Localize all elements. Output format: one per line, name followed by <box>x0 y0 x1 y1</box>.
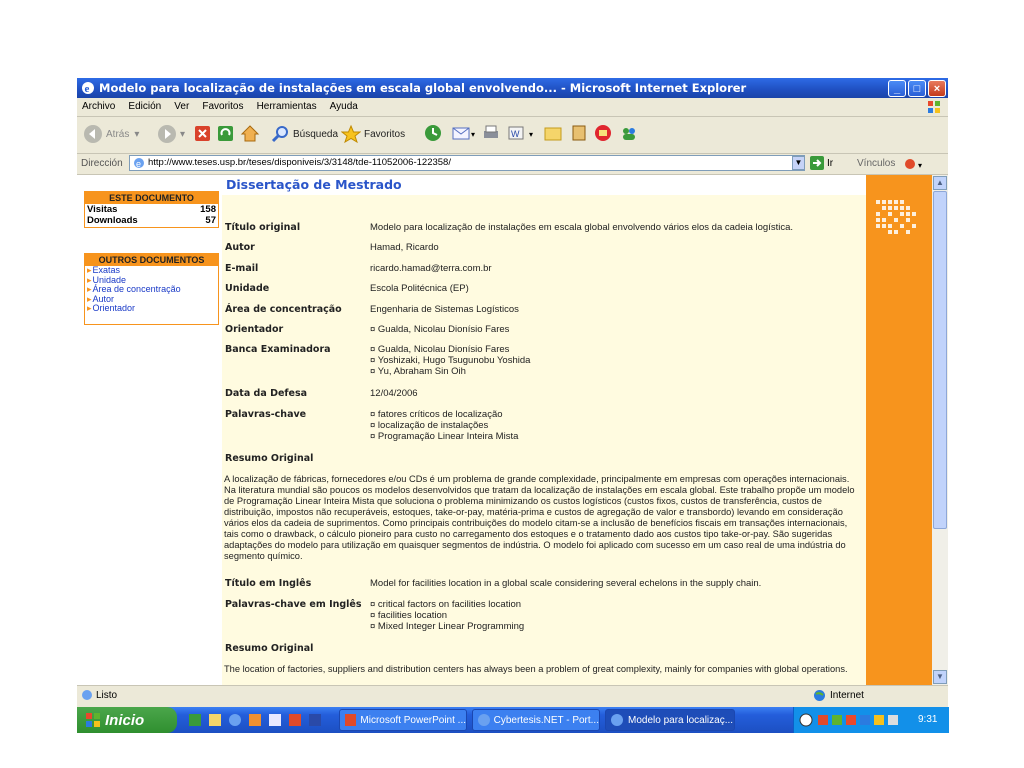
visitas-row <box>85 204 218 215</box>
address-input[interactable] <box>129 155 805 171</box>
resumo-line-4: distribuição, impostos não recuperáveis, estoques, take-or-pay, matéria-prima e custos de agregação de valor e transbordo) levando em consideração <box>224 507 843 517</box>
sidebar-link-autor[interactable]: ▸ Autor <box>85 295 218 305</box>
resumo-line-7: adaptações do modelo para utilização em quaisquer segmentos de indústria. O modelo foi aplicado com sucesso em um caso real de uma indústria do <box>224 540 846 550</box>
svg-text:e: e <box>136 159 142 169</box>
resumo-line-1: A localização de fábricas, fornecedores e/ou CDs é um problema de grande complexidade, principalmente em empresas com operações internacionais. <box>224 474 850 484</box>
address-dropdown-icon[interactable]: ▼ <box>792 156 805 170</box>
favorites-label: Favoritos <box>364 128 406 140</box>
titulo-ingles-value: Model for facilities location in a global scale considering several echelons in the supply chain. <box>370 578 762 589</box>
print-icon[interactable] <box>481 123 501 145</box>
messenger-alert-icon[interactable] <box>593 123 613 145</box>
task-modelo[interactable] <box>605 709 735 731</box>
sidebar-link-exatas[interactable]: ▸ Exatas <box>85 266 218 276</box>
address-label: Dirección <box>81 158 123 169</box>
svg-text:▾: ▾ <box>471 130 476 139</box>
powerpoint-icon <box>344 713 356 727</box>
svg-text:e: e <box>84 83 90 95</box>
ie-task-icon <box>477 713 490 727</box>
scroll-thumb[interactable] <box>933 191 947 529</box>
field-label-palavras: Palavras-chave <box>225 409 307 420</box>
window-title: Modelo para localização de instalações em escala global envolvendo... - Microsoft Internet Explorer <box>99 81 747 95</box>
sidebar-link-unidade[interactable]: ▸ Unidade <box>85 276 218 286</box>
maximize-button[interactable]: □ <box>908 80 926 97</box>
field-label-titulo: Título original <box>225 222 301 233</box>
menu-favoritos[interactable]: Favoritos <box>202 101 244 112</box>
browser-window <box>77 78 948 733</box>
tray-icons[interactable] <box>798 712 908 728</box>
research-icon[interactable] <box>569 123 589 145</box>
resumo2-label: Resumo Original <box>225 643 314 654</box>
resumo-label: Resumo Original <box>225 453 314 464</box>
favorites-star-icon <box>341 124 361 144</box>
field-value-palavras-2: ¤ localização de instalações <box>370 420 489 431</box>
resumo-line-6: tais como o drawback, o cálculo pioneiro para custo no carregamento dos estoques e o tratamento dado aos custos tipo take-or-pay. São sugeridas <box>224 529 833 539</box>
palavras-ingles-1: ¤ critical factors on facilities location <box>370 599 522 610</box>
field-value-palavras-3: ¤ Programação Linear Inteira Mista <box>370 431 519 442</box>
messenger-icon[interactable] <box>619 123 639 145</box>
home-icon[interactable] <box>240 123 260 145</box>
page-icon <box>133 157 145 169</box>
history-icon[interactable] <box>423 123 443 145</box>
palavras-ingles-3: ¤ Mixed Integer Linear Programming <box>370 621 525 632</box>
system-tray <box>793 707 949 733</box>
scroll-down-icon[interactable]: ▼ <box>933 670 947 684</box>
field-label-data: Data da Defesa <box>225 388 308 399</box>
downloads-row <box>85 215 218 226</box>
close-button[interactable]: × <box>928 80 946 97</box>
toolbar <box>77 117 948 154</box>
mail-icon[interactable] <box>451 123 477 145</box>
field-label-area: Área de concentração <box>225 304 342 315</box>
back-arrow-icon <box>83 124 103 144</box>
field-value-banca-1: ¤ Gualda, Nicolau Dionísio Fares <box>370 344 510 355</box>
taskbar <box>77 707 948 733</box>
address-url: http://www.teses.usp.br/teses/disponiveis/3/3148/tde-11052006-122358/ <box>148 157 451 168</box>
back-button[interactable]: Atrás ▾ <box>83 123 139 145</box>
este-documento-box <box>84 191 219 228</box>
go-label: Ir <box>827 157 834 169</box>
resumo-line-5: vários elos da cadeia de suprimentos. Como principais contribuições do modelo citam-se a inclusão de benefícios fiscais em transações internacionais, <box>224 518 848 528</box>
field-value-banca-2: ¤ Yoshizaki, Hugo Tsugunobu Yoshida <box>370 355 531 366</box>
page-content <box>77 175 932 685</box>
downloads-count: 57 <box>205 215 216 226</box>
field-label-unidade: Unidade <box>225 283 270 294</box>
field-value-titulo: Modelo para localização de instalações em escala global envolvendo vários elos da cadeia logística. <box>370 222 794 233</box>
task-modelo-label: Modelo para localizaç... <box>628 714 734 726</box>
menu-ver[interactable]: Ver <box>174 101 190 112</box>
resumo-line-8: segmento químico. <box>224 551 303 561</box>
outros-documentos-title: OUTROS DOCUMENTOS <box>85 254 218 266</box>
task-cybertesis-label: Cybertesis.NET - Port... <box>493 714 599 726</box>
field-label-autor: Autor <box>225 242 255 253</box>
svg-text:▾: ▾ <box>529 130 534 139</box>
zone-label: Internet <box>830 690 864 701</box>
scroll-up-icon[interactable]: ▲ <box>933 176 947 190</box>
search-button[interactable] <box>270 123 338 145</box>
field-value-palavras-1: ¤ fatores críticos de localização <box>370 409 503 420</box>
go-arrow-icon <box>810 156 824 170</box>
stop-icon[interactable] <box>194 123 212 145</box>
menu-bar <box>77 98 948 117</box>
refresh-icon[interactable] <box>217 123 235 145</box>
sidebar-link-area[interactable]: ▸ Área de concentração <box>85 285 218 295</box>
folder-icon[interactable] <box>543 123 563 145</box>
menu-archivo[interactable]: Archivo <box>82 101 116 112</box>
resumo2-line-1: The location of factories, suppliers and distribution centers has always been a problem of great complexity, mainly for companies with global operations. <box>224 664 848 674</box>
task-powerpoint[interactable] <box>339 709 467 731</box>
internet-zone-icon <box>813 689 826 702</box>
palavras-ingles-label: Palavras-chave em Inglês <box>225 599 362 610</box>
resumo-line-3: de Programação Linear Inteira Mista que soluciona o problema minimizando os custos logísticos (custos fixos, custos de transferência, custos de <box>224 496 822 506</box>
status-text: Listo <box>96 690 118 701</box>
title-bar[interactable] <box>77 78 948 98</box>
palavras-ingles-2: ¤ facilities location <box>370 610 448 621</box>
search-label: Búsqueda <box>293 128 339 140</box>
page-status-icon <box>81 689 93 701</box>
outros-documentos-box <box>84 253 219 325</box>
favorites-button[interactable] <box>341 123 405 145</box>
orange-side-bar <box>866 175 932 685</box>
menu-ayuda[interactable]: Ayuda <box>329 101 358 112</box>
visitas-label: Visitas <box>87 204 118 215</box>
field-label-orientador: Orientador <box>225 324 284 335</box>
downloads-label: Downloads <box>87 215 138 226</box>
minimize-button[interactable]: _ <box>888 80 906 97</box>
address-bar <box>77 154 948 175</box>
field-value-orientador: ¤ Gualda, Nicolau Dionísio Fares <box>370 324 510 335</box>
field-value-autor: Hamad, Ricardo <box>370 242 439 253</box>
task-cybertesis[interactable] <box>472 709 600 731</box>
links-extra-icon[interactable] <box>903 157 927 171</box>
field-label-email: E-mail <box>225 263 259 274</box>
status-bar <box>77 685 948 706</box>
task-powerpoint-label: Microsoft PowerPoint ... <box>360 714 466 726</box>
go-button[interactable] <box>810 156 833 170</box>
svg-text:▾: ▾ <box>918 161 923 170</box>
quick-launch-icons[interactable] <box>187 712 337 728</box>
ie-task-icon-active <box>610 713 624 727</box>
field-value-email[interactable]: ricardo.hamad@terra.com.br <box>370 263 492 274</box>
start-button[interactable] <box>77 707 177 733</box>
edit-icon[interactable] <box>507 123 537 145</box>
forward-button[interactable]: ▾ <box>157 123 185 145</box>
menu-edicion[interactable]: Edición <box>128 101 162 112</box>
field-value-unidade: Escola Politécnica (EP) <box>370 283 469 294</box>
page-title: Dissertação de Mestrado <box>226 177 402 192</box>
resumo-line-2: Na literatura mundial são poucos os modelos desenvolvidos que tratam da localização de instalações em escala global. Este trabalho propõe um modelo <box>224 485 855 495</box>
visitas-count: 158 <box>200 204 216 215</box>
menu-herramientas[interactable]: Herramientas <box>256 101 317 112</box>
ie-icon <box>81 81 95 95</box>
este-documento-title: ESTE DOCUMENTO <box>85 192 218 204</box>
field-value-data: 12/04/2006 <box>370 388 418 399</box>
search-icon <box>270 124 290 144</box>
windows-flag-icon <box>85 712 101 728</box>
field-value-area: Engenharia de Sistemas Logísticos <box>370 304 519 315</box>
links-label[interactable]: Vínculos <box>857 158 896 169</box>
titulo-ingles-label: Título em Inglês <box>225 578 312 589</box>
forward-arrow-icon <box>157 124 177 144</box>
start-label: Inicio <box>105 711 145 729</box>
field-label-banca: Banca Examinadora <box>225 344 331 355</box>
clock: 9:31 <box>918 714 938 725</box>
usp-logo <box>874 198 920 242</box>
vertical-scrollbar[interactable] <box>932 175 948 685</box>
sidebar-link-orientador[interactable]: ▸ Orientador <box>85 304 218 314</box>
field-value-banca-3: ¤ Yu, Abraham Sin Oih <box>370 366 466 377</box>
windows-logo-icon <box>926 99 942 115</box>
svg-text:W: W <box>511 129 520 139</box>
back-label: Atrás <box>106 128 130 140</box>
